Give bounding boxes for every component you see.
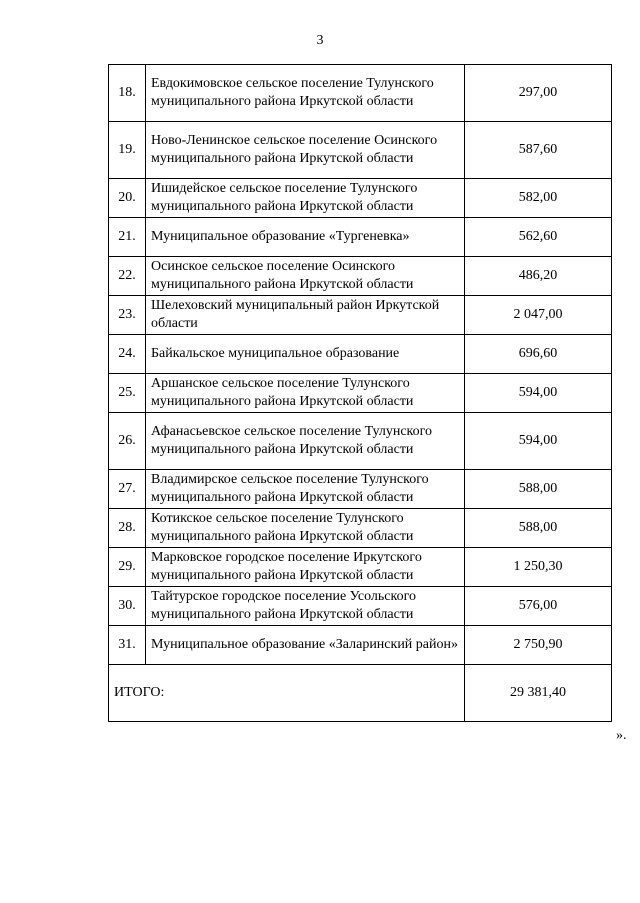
total-row (109, 665, 612, 722)
closing-quote: ». (616, 728, 627, 743)
amount-cell: 576,00 (465, 587, 612, 626)
row-number: 19. (109, 122, 146, 179)
table-row (109, 548, 612, 587)
row-number: 31. (109, 626, 146, 665)
row-number: 22. (109, 257, 146, 296)
amount-cell: 562,60 (465, 218, 612, 257)
amount-cell: 696,60 (465, 335, 612, 374)
row-number: 23. (109, 296, 146, 335)
row-number: 26. (109, 413, 146, 470)
table-row (109, 296, 612, 335)
municipality-name: Шелеховский муниципальный район Иркутской области (146, 296, 465, 335)
row-number: 30. (109, 587, 146, 626)
municipality-name: Аршанское сельское поселение Тулунского муниципального района Иркутской области (146, 374, 465, 413)
table-row (109, 374, 612, 413)
amount-cell: 594,00 (465, 374, 612, 413)
total-value: 29 381,40 (465, 665, 612, 722)
table-row (109, 257, 612, 296)
municipality-name: Осинское сельское поселение Осинского муниципального района Иркутской области (146, 257, 465, 296)
table-row (109, 587, 612, 626)
municipality-name: Евдокимовское сельское поселение Тулунского муниципального района Иркутской области (146, 65, 465, 122)
amount-cell: 582,00 (465, 179, 612, 218)
table-row (109, 413, 612, 470)
amount-cell: 1 250,30 (465, 548, 612, 587)
municipality-name: Марковское городское поселение Иркутского муниципального района Иркутской области (146, 548, 465, 587)
table-row (109, 470, 612, 509)
amount-cell: 2 047,00 (465, 296, 612, 335)
amount-cell: 594,00 (465, 413, 612, 470)
table-row (109, 179, 612, 218)
page-number: 3 (316, 33, 324, 48)
amount-cell: 588,00 (465, 470, 612, 509)
row-number: 20. (109, 179, 146, 218)
municipality-name: Муниципальное образование «Тургеневка» (146, 218, 465, 257)
municipality-name: Тайтурское городское поселение Усольского муниципального района Иркутской области (146, 587, 465, 626)
row-number: 25. (109, 374, 146, 413)
municipality-name: Ново-Ленинское сельское поселение Осинского муниципального района Иркутской области (146, 122, 465, 179)
amount-cell: 2 750,90 (465, 626, 612, 665)
municipality-name: Афанасьевское сельское поселение Тулунского муниципального района Иркутской области (146, 413, 465, 470)
table-row (109, 65, 612, 122)
amount-cell: 486,20 (465, 257, 612, 296)
table-row (109, 218, 612, 257)
row-number: 24. (109, 335, 146, 374)
row-number: 29. (109, 548, 146, 587)
row-number: 27. (109, 470, 146, 509)
row-number: 21. (109, 218, 146, 257)
table-row (109, 509, 612, 548)
table-row (109, 335, 612, 374)
municipality-name: Муниципальное образование «Заларинский район» (146, 626, 465, 665)
allocation-table (108, 64, 612, 722)
table-row (109, 626, 612, 665)
municipality-name: Ишидейское сельское поселение Тулунского муниципального района Иркутской области (146, 179, 465, 218)
amount-cell: 297,00 (465, 65, 612, 122)
table-row (109, 122, 612, 179)
municipality-name: Байкальское муниципальное образование (146, 335, 465, 374)
amount-cell: 587,60 (465, 122, 612, 179)
municipality-name: Котикское сельское поселение Тулунского муниципального района Иркутской области (146, 509, 465, 548)
row-number: 28. (109, 509, 146, 548)
row-number: 18. (109, 65, 146, 122)
municipality-name: Владимирское сельское поселение Тулунского муниципального района Иркутской области (146, 470, 465, 509)
amount-cell: 588,00 (465, 509, 612, 548)
total-label: ИТОГО: (109, 665, 465, 722)
